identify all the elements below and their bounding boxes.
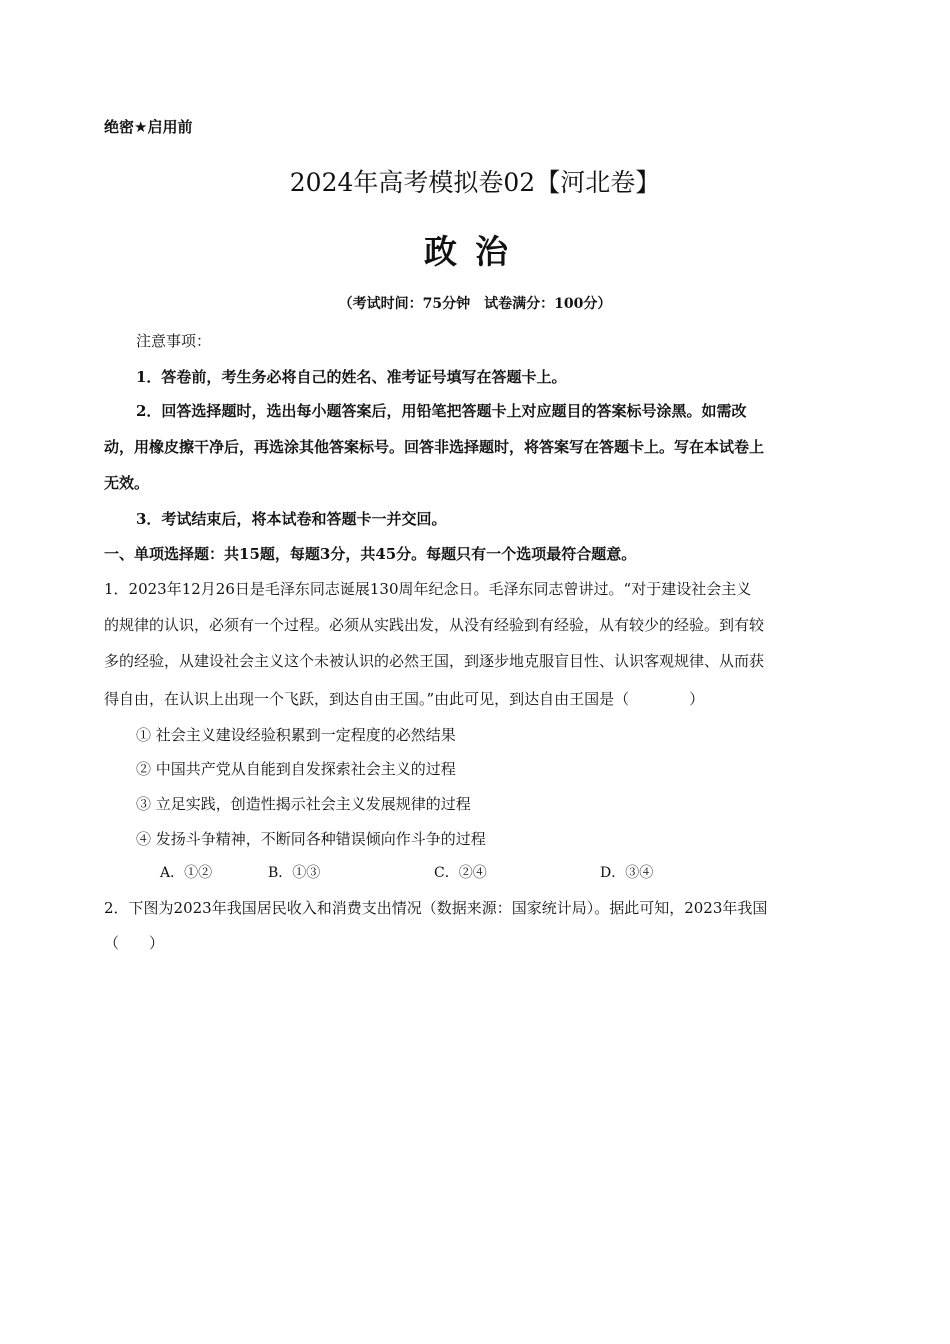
- subject-title: 政治: [424, 232, 526, 271]
- question-2-line-2: （ ）: [104, 934, 165, 952]
- question-1-line-1: 1．2023年12月26日是毛泽东同志诞展130周年纪念日。毛泽东同志曾讲过。“对于建设社会主义: [104, 580, 752, 598]
- question-1-option-2: ② 中国共产党从自能到自发探索社会主义的过程: [136, 760, 456, 778]
- question-1-answer-c: C．②④: [434, 865, 487, 881]
- question-1-option-1: ① 社会主义建设经验积累到一定程度的必然结果: [136, 726, 456, 744]
- page-title: 2024年高考模拟卷02【河北卷】: [289, 168, 661, 197]
- question-1-line-4: 得自由，在认识上出现一个飞跃，到达自由王国。”由此可见，到达自由王国是（ ）: [104, 690, 705, 708]
- notice-item-2-line-2: 动，用橡皮擦干净后，再选涂其他答案标号。回答非选择题时，将答案写在答题卡上。写在本试卷上: [104, 438, 765, 456]
- question-1-line-3: 多的经验，从建设社会主义这个未被认识的必然王国，到逐步地克服盲目性、认识客观规律、从而获: [104, 652, 765, 670]
- exam-info: （考试时间：75分钟 试卷满分：100分）: [338, 296, 612, 312]
- question-1-line-2: 的规律的认识，必须有一个过程。必须从实践出发，从没有经验到有经验，从有较少的经验。到有较: [104, 616, 765, 634]
- classified-label: 绝密★启用前: [104, 118, 193, 136]
- question-1-answer-a: A．①②: [160, 865, 213, 881]
- notice-item-1: 1．答卷前，考生务必将自己的姓名、准考证号填写在答题卡上。: [136, 368, 567, 386]
- question-1-option-4: ④ 发扬斗争精神，不断同各种错误倾向作斗争的过程: [136, 830, 486, 848]
- question-1-answer-d: D．③④: [600, 865, 654, 881]
- section-heading: 一、单项选择题：共15题，每题3分，共45分。每题只有一个选项最符合题意。: [104, 545, 637, 563]
- question-2-line-1: 2．下图为2023年我国居民收入和消费支出情况（数据来源：国家统计局）。据此可知，2023年我国: [104, 899, 768, 917]
- notice-item-2-line-3: 无效。: [104, 474, 150, 492]
- question-1-option-3: ③ 立足实践，创造性揭示社会主义发展规律的过程: [136, 795, 471, 813]
- notice-item-2-line-1: 2．回答选择题时，选出每小题答案后，用铅笔把答题卡上对应题目的答案标号涂黑。如需改: [136, 402, 747, 420]
- notice-item-3: 3．考试结束后，将本试卷和答题卡一并交回。: [136, 510, 447, 528]
- notice-heading: 注意事项：: [136, 332, 212, 350]
- question-1-answer-b: B．①③: [268, 865, 321, 881]
